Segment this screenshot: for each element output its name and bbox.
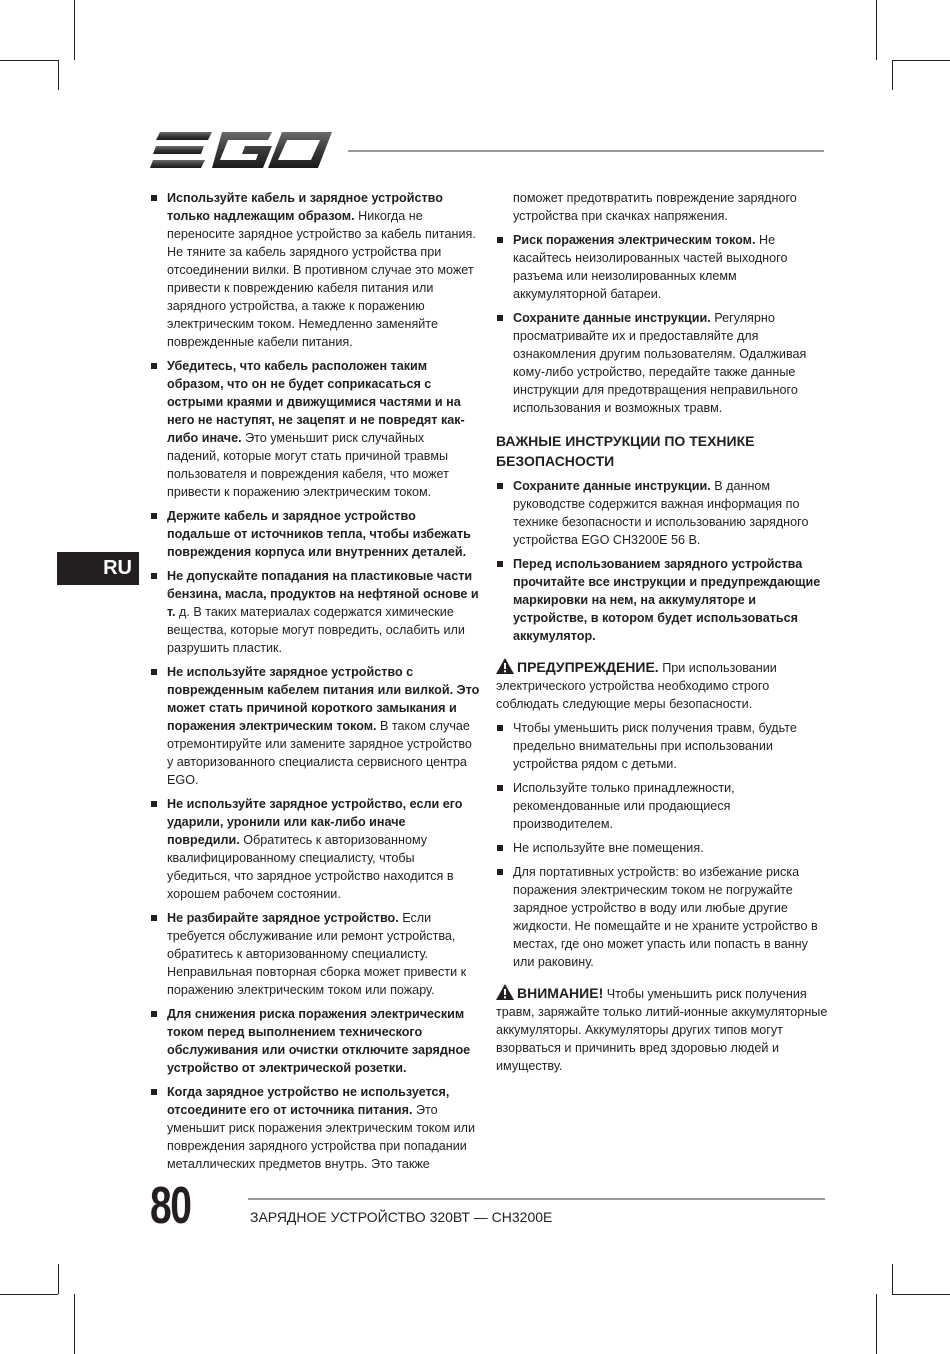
item-text: д. В таких материалах содержатся химические вещества, которые могут повредить, ослабить или разрушить пластик. <box>167 605 465 655</box>
crop-mark-bottom-right-v2 <box>892 1264 893 1294</box>
right-column <box>496 189 828 1081</box>
item-text: Обратитесь к авторизованному квалифицированному специалисту, чтобы убедиться, что зарядное устройство находится в хорошем рабочем состоянии. <box>167 833 454 901</box>
caution-block <box>496 984 828 1075</box>
list-item <box>150 1005 480 1077</box>
item-text: Регулярно просматривайте их и предоставляйте для ознакомления другим пользователям. Одалживая кому-либо устройство, передайте также данные инструкции для предотвращения неправильного использования и возможных травм. <box>513 311 807 415</box>
crop-mark-bottom-right-h <box>892 1294 950 1295</box>
bullet-icon <box>497 561 503 567</box>
warning-block <box>496 658 828 713</box>
page-number: 80 <box>150 1177 191 1235</box>
crop-mark-bottom-right-v <box>876 1294 877 1354</box>
list-item <box>150 189 480 351</box>
item-bold: Не допускайте попадания на пластиковые части бензина, масла, продуктов на нефтяной основе и т. <box>167 569 479 619</box>
section-title: ВАЖНЫЕ ИНСТРУКЦИИ ПО ТЕХНИКЕ БЕЗОПАСНОСТИ <box>496 433 755 469</box>
item-bold: Риск поражения электрическим током. <box>513 233 756 247</box>
header-rule <box>348 150 824 152</box>
list-item <box>496 309 828 417</box>
bullet-icon <box>151 915 157 921</box>
bullet-icon <box>151 363 157 369</box>
item-text: Используйте только принадлежности, рекомендованные или продающиеся производителем. <box>513 781 735 831</box>
bullet-icon <box>497 785 503 791</box>
crop-mark-top-right-h <box>892 60 950 61</box>
list-item <box>496 839 828 857</box>
item-text: Если требуется обслуживание или ремонт устройства, обратитесь к авторизованному специалисту. Неправильная повторная сборка может привести к поражению электрическим током или пожару. <box>167 911 467 997</box>
list-item <box>150 795 480 903</box>
crop-mark-top-left-v <box>74 0 75 60</box>
bullet-icon <box>151 669 157 675</box>
list-item <box>150 909 480 999</box>
item-bold: Убедитесь, что кабель расположен таким образом, что он не будет соприкасаться с острыми краями и движущимися частями и на него не наступят, не зацепят и не повредят как-либо иначе. <box>167 359 465 445</box>
list-item <box>496 863 828 971</box>
warning-text: При использовании электрического устройства необходимо строго соблюдать следующие меры безопасности. <box>496 661 777 711</box>
bullet-icon <box>497 483 503 489</box>
list-item <box>150 567 480 657</box>
item-bold: Перед использованием зарядного устройства прочитайте все инструкции и предупреждающие маркировки на нем, на аккумуляторе и устройстве, в котором будет использоваться аккумулятор. <box>513 557 821 643</box>
item-text: Не касайтесь неизолированных частей выходного разъема или неизолированных клемм аккумуляторной батареи. <box>513 233 788 301</box>
item-bold: Не используйте зарядное устройство с поврежденным кабелем питания или вилкой. Это может стать причиной короткого замыкания и поражения электрическим током. <box>167 665 480 733</box>
ego-logo <box>150 130 332 172</box>
item-bold: Держите кабель и зарядное устройство подальше от источников тепла, чтобы избежать повреждения корпуса или внутренних деталей. <box>167 509 471 559</box>
crop-mark-top-left-v2 <box>58 60 59 90</box>
bullet-icon <box>497 869 503 875</box>
item-text: Не используйте вне помещения. <box>513 841 704 855</box>
list-item <box>150 507 480 561</box>
bullet-icon <box>497 315 503 321</box>
list-item <box>150 663 480 789</box>
bullet-icon <box>497 845 503 851</box>
bullet-icon <box>151 1089 157 1095</box>
warning-triangle-icon <box>496 984 514 1000</box>
item-bold: Не разбирайте зарядное устройство. <box>167 911 399 925</box>
item-bold: Используйте кабель и зарядное устройство только надлежащим образом. <box>167 191 443 223</box>
bullet-icon <box>151 1011 157 1017</box>
item-bold: Когда зарядное устройство не используется, отсоедините его от источника питания. <box>167 1085 450 1117</box>
list-item <box>496 779 828 833</box>
crop-mark-top-right-v <box>876 0 877 60</box>
list-item <box>496 477 828 549</box>
crop-mark-bottom-left-h <box>0 1294 58 1295</box>
list-item <box>496 555 828 645</box>
item-bold: Сохраните данные инструкции. <box>513 479 711 493</box>
item-text: Это уменьшит риск случайных падений, которые могут стать причиной травмы пользователя и повреждения кабеля, что может привести к поражению электрическим током. <box>167 431 449 499</box>
item-bold: Не используйте зарядное устройство, если его ударили, уронили или как-либо иначе повредили. <box>167 797 463 847</box>
bullet-icon <box>497 725 503 731</box>
item-text: Для портативных устройств: во избежание риска поражения электрическим током не погружайте зарядное устройство в воду или любые другие жидкости. Не помещайте и не храните устройство в местах, где оно может упасть или попасть в ванну или раковину. <box>513 865 818 969</box>
footer-rule <box>248 1198 825 1200</box>
list-item <box>150 357 480 501</box>
item-text: В таком случае отремонтируйте или замените зарядное устройство у авторизованного специалиста сервисного центра EGO. <box>167 719 472 787</box>
left-column <box>150 189 480 1179</box>
bullet-icon <box>497 237 503 243</box>
item-text: В данном руководстве содержится важная информация по технике безопасности и использованию зарядного устройства EGO CH3200E 56 В. <box>513 479 809 547</box>
continuation-text: поможет предотвратить повреждение зарядного устройства при скачках напряжения. <box>513 191 797 223</box>
crop-mark-top-right-v2 <box>892 60 893 90</box>
caution-text: Чтобы уменьшить риск получения травм, заряжайте только литий-ионные аккумуляторные аккумуляторы. Аккумуляторы других типов могут взорваться и причинить вред здоровью людей и имуществу. <box>496 987 828 1073</box>
footer-title: ЗАРЯДНОЕ УСТРОЙСТВО 320ВТ — CH3200E <box>250 1209 553 1225</box>
item-text: Чтобы уменьшить риск получения травм, будьте предельно внимательны при использовании устройства рядом с детьми. <box>513 721 797 771</box>
item-text: Это уменьшит риск поражения электрическим током или повреждения зарядного устройства при попадании металлических предметов внутрь. Это также <box>167 1103 476 1171</box>
item-bold: Для снижения риска поражения электрическим током перед выполнением технического обслуживания или очистки отключите зарядное устройство от электрической розетки. <box>167 1007 471 1075</box>
language-tab <box>57 552 139 585</box>
warning-triangle-icon <box>496 658 514 674</box>
list-item <box>150 1083 480 1173</box>
bullet-icon <box>151 801 157 807</box>
crop-mark-bottom-left-v2 <box>58 1264 59 1294</box>
language-tab-label: RU <box>103 557 132 579</box>
crop-mark-top-left-h <box>0 60 58 61</box>
warning-title: ПРЕДУПРЕЖДЕНИЕ. <box>517 659 659 675</box>
item-text: Никогда не переносите зарядное устройство за кабель питания. Не тяните за кабель зарядного устройства при отсоединении вилки. В противном случае это может привести к повреждению кабеля питания или зарядного устройства, а также к поражению электрическим током. Немедленно заменяйте поврежденные кабели питания. <box>167 209 476 349</box>
list-item <box>496 719 828 773</box>
item-bold: Сохраните данные инструкции. <box>513 311 711 325</box>
crop-mark-bottom-left-v <box>74 1294 75 1354</box>
list-item <box>496 231 828 303</box>
bullet-icon <box>151 195 157 201</box>
bullet-icon <box>151 573 157 579</box>
caution-title: ВНИМАНИЕ! <box>517 985 604 1001</box>
bullet-icon <box>151 513 157 519</box>
